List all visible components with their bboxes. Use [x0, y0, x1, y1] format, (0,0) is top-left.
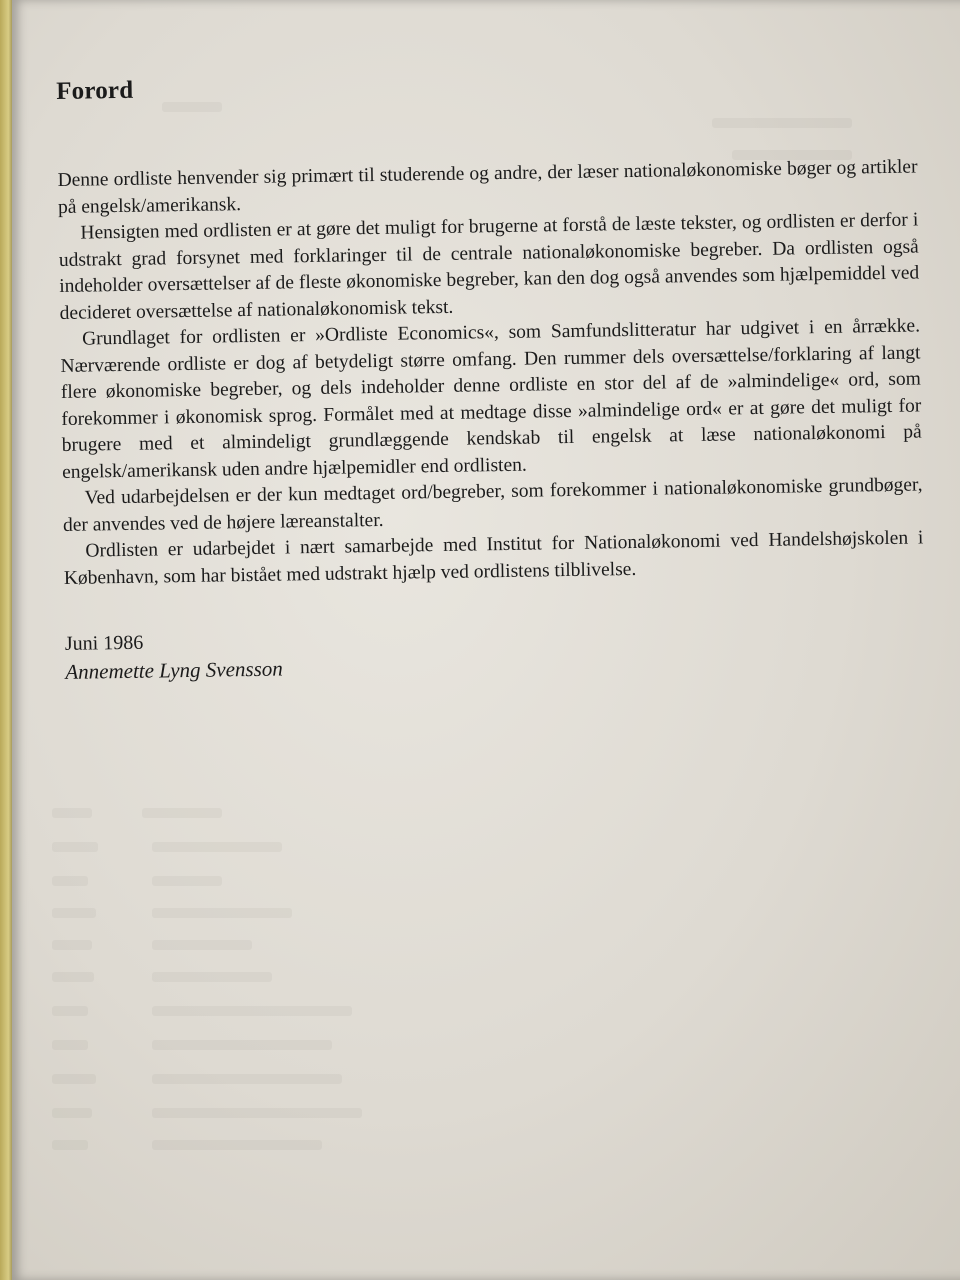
paragraph-1: Denne ordliste henvender sig primært til studerende og andre, der læser nationaløkonomiske bøger og artikler på engelsk/amerikansk.: [57, 156, 918, 218]
paragraph-3: Grundlaget for ordlisten er »Ordliste Economics«, som Samfundslitteratur har udgivet i en årrække. Nærværende ordliste er dog af betydeligt større omfang. Den rummer dels oversættelse/forklaring af langt flere økonomiske begreber, og dels indeholder denne ordliste en stor del af de »almindelige« ord, som forekommer i økonomisk sprog. Formålet med at medtage disse »almindelige ord« er at gøre det muligt for brugere med et almindeligt grundlæggende kendskab til engelsk at læse nationaløkonomi på engelsk/amerikansk uden andre hjælpemidler end ordlisten.: [60, 315, 922, 483]
page-title: Forord: [56, 76, 134, 105]
date-line: Juni 1986: [64, 631, 144, 655]
page-text: [56, 64, 925, 685]
author-signature: Annemette Lyng Svensson: [65, 656, 283, 684]
paragraph-4: Ved udarbejdelsen er der kun medtaget ord/begreber, som forekommer i nationaløkonomiske grundbøger, der anvendes ved de højere læreanstalter.: [62, 474, 923, 536]
book-page: [12, 0, 960, 1280]
paragraph-2: Hensigten med ordlisten er at gøre det muligt for brugerne at forstå de læste tekster, og ordlisten er derfor i udstrakt grad forsynet med forklaringer til de centrale nationaløkonomiske begreber. Da ordlisten også indeholder oversættelser af de fleste økonomiske begreber, kan den dog også anvendes som hjælpemiddel ved decideret oversættelse af nationaløkonomisk tekst.: [58, 209, 920, 324]
paragraph-5: Ordlisten er udarbejdet i nært samarbejde med Institut for Nationaløkonomi ved Handelshøjskolen i København, som har bistået med udstrakt hjælp ved ordlistens tilblivelse.: [63, 527, 924, 589]
